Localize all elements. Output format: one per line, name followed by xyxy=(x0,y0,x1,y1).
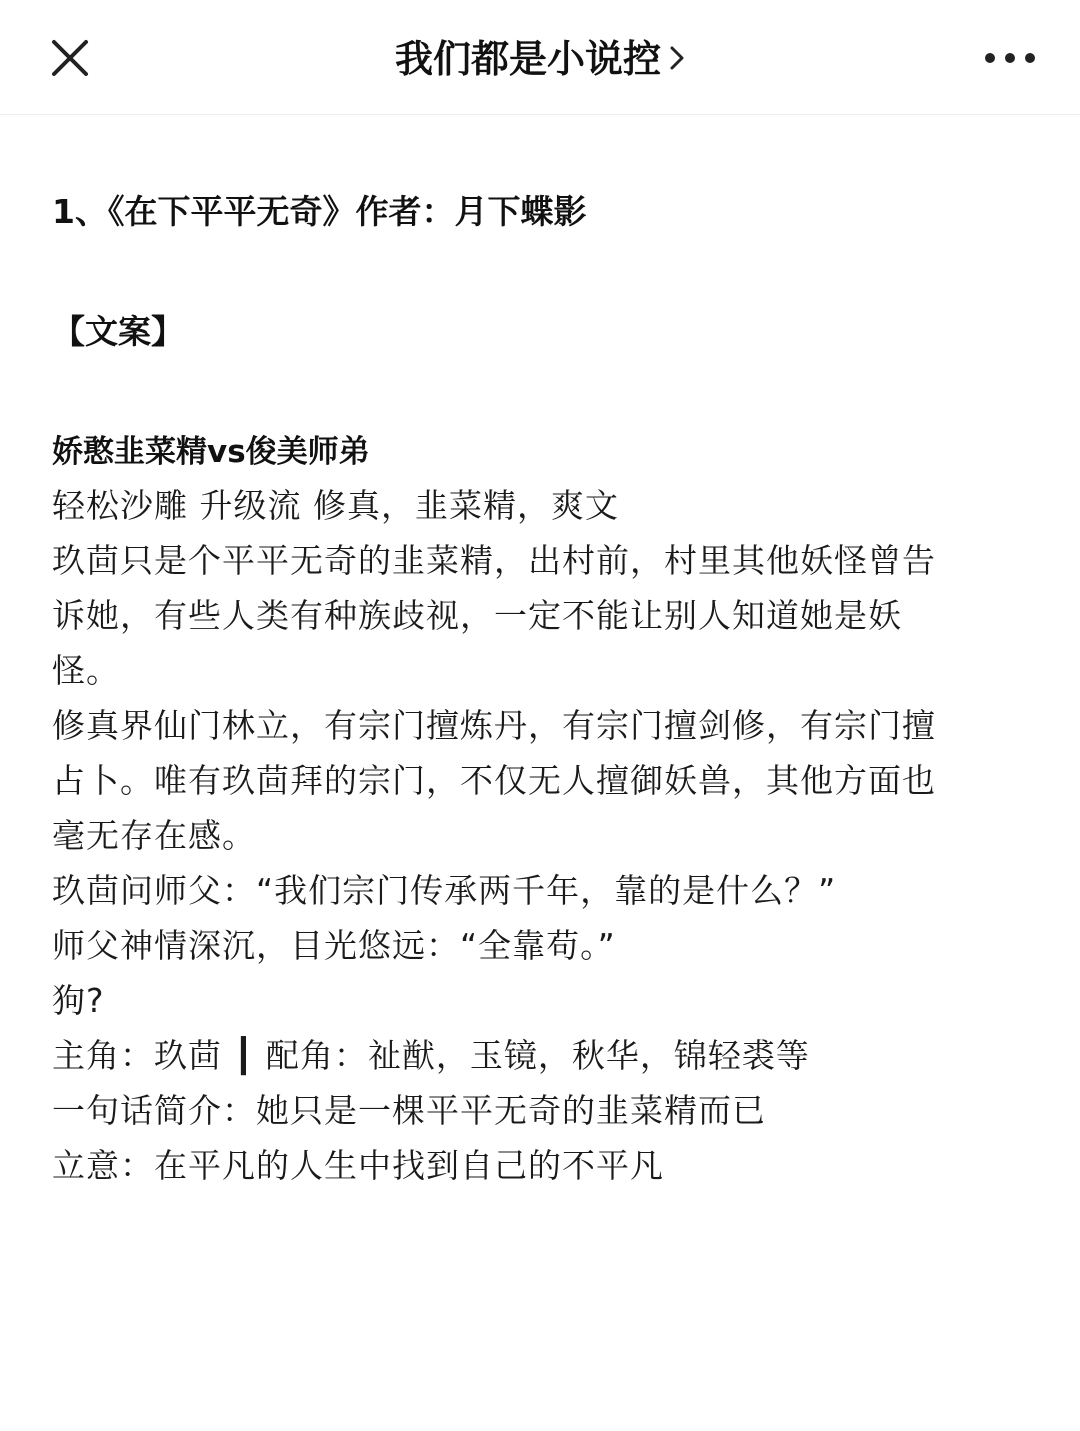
more-icon[interactable] xyxy=(978,40,1042,76)
article-heading: 1、《在下平平无奇》作者：月下蝶影 xyxy=(52,192,587,231)
article-body xyxy=(52,186,1042,1193)
text-line: 玖茴只是个平平无奇的韭菜精，出村前，村里其他妖怪曾告 xyxy=(52,541,936,580)
article-subtitle: 娇憨韭菜精vs俊美师弟 xyxy=(52,434,370,470)
top-nav-bar xyxy=(0,0,1080,115)
text-line: 占卜。唯有玖茴拜的宗门，不仅无人擅御妖兽，其他方面也 xyxy=(52,761,936,800)
text-line: 修真界仙门林立，有宗门擅炼丹，有宗门擅剑修，有宗门擅 xyxy=(52,706,936,745)
text-line: 怪。 xyxy=(52,651,120,690)
account-title: 我们都是小说控 xyxy=(394,37,661,81)
text-line: 狗? xyxy=(52,981,105,1020)
text-line: 立意：在平凡的人生中找到自己的不平凡 xyxy=(52,1146,664,1185)
text-line: 师父神情深沉，目光悠远：“全靠苟。” xyxy=(52,926,616,965)
text-line: 诉她，有些人类有种族歧视，一定不能让别人知道她是妖 xyxy=(52,596,902,635)
text-line: 一句话简介：她只是一棵平平无奇的韭菜精而已 xyxy=(52,1091,766,1130)
chevron-right-icon xyxy=(669,34,685,84)
text-line: 毫无存在感。 xyxy=(52,816,256,855)
text-line: 轻松沙雕 升级流 修真，韭菜精，爽文 xyxy=(52,486,619,525)
text-line: 主角：玖茴 ┃ 配角：祉猷，玉镜，秋华，锦轻裘等 xyxy=(52,1036,810,1075)
text-line: 玖茴问师父：“我们宗门传承两千年，靠的是什么？” xyxy=(52,871,837,910)
section-title: 【文案】 xyxy=(52,312,184,351)
account-title-button[interactable] xyxy=(0,34,1080,84)
